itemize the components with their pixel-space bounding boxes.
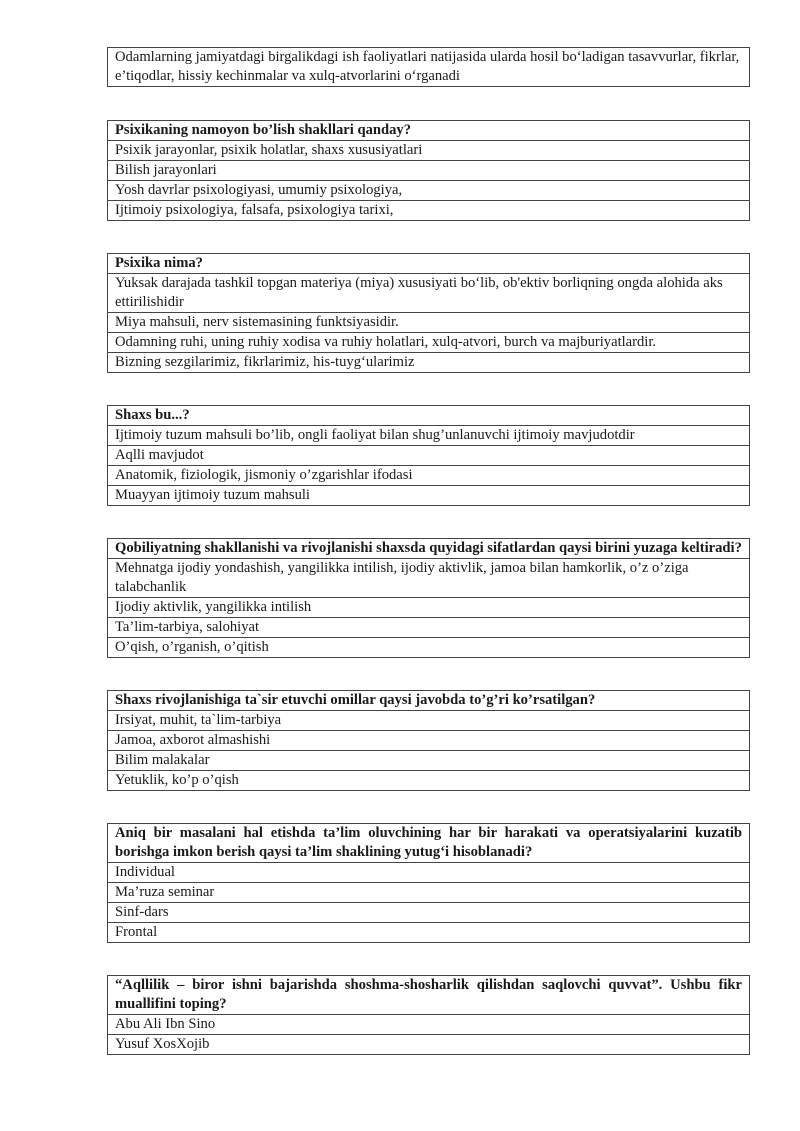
answer-option: Mehnatga ijodiy yondashish, yangilikka intilish, ijodiy aktivlik, jamoa bilan hamkorlik, o’z o’ziga talabchanlik [108, 559, 750, 598]
answer-option: Anatomik, fiziologik, jismoniy o’zgarishlar ifodasi [108, 466, 750, 486]
answer-option: Individual [108, 863, 750, 883]
question-text: Shaxs bu...? [108, 406, 750, 426]
question-block-4 [107, 405, 750, 506]
answer-option: Yosh davrlar psixologiyasi, umumiy psixologiya, [108, 181, 750, 201]
question-text: Psixika nima? [108, 254, 750, 274]
answer-option: Abu Ali Ibn Sino [108, 1015, 750, 1035]
answer-option: Ijtimoiy tuzum mahsuli bo’lib, ongli faoliyat bilan shug’unlanuvchi ijtimoiy mavjudotdir [108, 426, 750, 446]
question-block-2 [107, 120, 750, 221]
answer-option: Ta’lim-tarbiya, salohiyat [108, 618, 750, 638]
question-block-8 [107, 975, 750, 1055]
question-block-1 [107, 47, 750, 87]
question-block-5 [107, 538, 750, 658]
answer-option: Bilim malakalar [108, 751, 750, 771]
answer-option: Frontal [108, 923, 750, 943]
question-block-3 [107, 253, 750, 373]
answer-option: Ijodiy aktivlik, yangilikka intilish [108, 598, 750, 618]
quiz-document [107, 47, 750, 1055]
answer-option: Yuksak darajada tashkil topgan materiya (miya) xususiyati bo‘lib, ob'ektiv borliqning ongda alohida aks ettirilishidir [108, 274, 750, 313]
answer-option: Ijtimoiy psixologiya, falsafa, psixologiya tarixi, [108, 201, 750, 221]
answer-option: Irsiyat, muhit, ta`lim-tarbiya [108, 711, 750, 731]
question-text: Psixikaning namoyon bo’lish shakllari qanday? [108, 121, 750, 141]
answer-option: Ma’ruza seminar [108, 883, 750, 903]
answer-option: Miya mahsuli, nerv sistemasining funktsiyasidir. [108, 313, 750, 333]
question-text: Aniq bir masalani hal etishda ta’lim oluvchining har bir harakati va operatsiyalarini kuzatib borishga imkon berish qaysi ta’lim shaklining yutug‘i hisoblanadi? [108, 824, 750, 863]
answer-option: Bizning sezgilarimiz, fikrlarimiz, his-tuyg‘ularimiz [108, 353, 750, 373]
question-text: Qobiliyatning shakllanishi va rivojlanishi shaxsda quyidagi sifatlardan qaysi birini yuzaga keltiradi? [108, 539, 750, 559]
answer-option: Sinf-dars [108, 903, 750, 923]
question-block-7 [107, 823, 750, 943]
answer-option: Odamlarning jamiyatdagi birgalikdagi ish faoliyatlari natijasida ularda hosil bo‘ladigan tasavvurlar, fikrlar, e’tiqodlar, hissiy kechinmalar va xulq-atvorlarini o‘rganadi [108, 48, 750, 87]
question-text: Shaxs rivojlanishiga ta`sir etuvchi omillar qaysi javobda to’g’ri ko’rsatilgan? [108, 691, 750, 711]
answer-option: Bilish jarayonlari [108, 161, 750, 181]
answer-option: Psixik jarayonlar, psixik holatlar, shaxs xususiyatlari [108, 141, 750, 161]
question-text: “Aqllilik – biror ishni bajarishda shoshma-shosharlik qilishdan saqlovchi quvvat”. Ushbu fikr muallifini toping? [108, 976, 750, 1015]
answer-option: Yetuklik, ko’p o’qish [108, 771, 750, 791]
question-block-6 [107, 690, 750, 791]
answer-option: O’qish, o’rganish, o’qitish [108, 638, 750, 658]
answer-option: Yusuf XosXojib [108, 1035, 750, 1055]
answer-option: Odamning ruhi, uning ruhiy xodisa va ruhiy holatlari, xulq-atvori, burch va majburiyatlardir. [108, 333, 750, 353]
answer-option: Aqlli mavjudot [108, 446, 750, 466]
answer-option: Muayyan ijtimoiy tuzum mahsuli [108, 486, 750, 506]
answer-option: Jamoa, axborot almashishi [108, 731, 750, 751]
